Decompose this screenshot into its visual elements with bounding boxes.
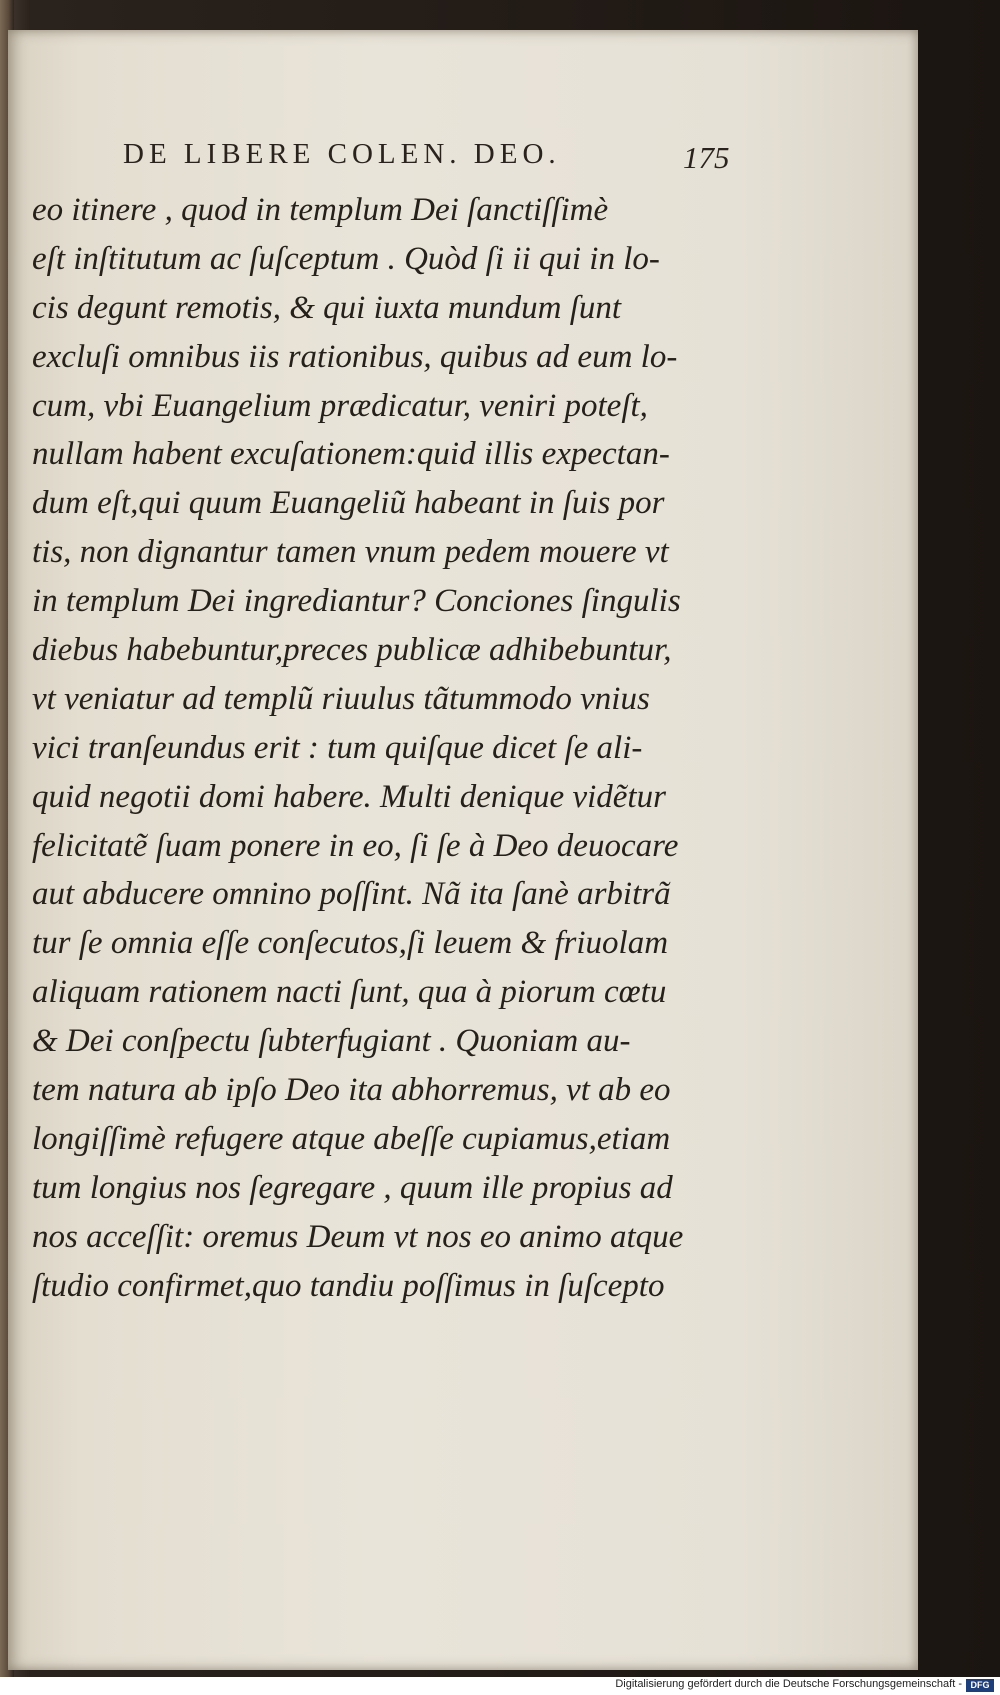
text-line: ſtudio confirmet,quo tandiu poſſimus in ſuſcepto [32,1267,665,1304]
text-line: nullam habent excuſationem:quid illis expectan- [32,436,670,473]
text-line: in templum Dei ingrediantur? Conciones ſingulis [32,583,681,620]
text-line: vt veniatur ad templũ riuulus tãtummodo vnius [32,680,650,717]
text-line: tem natura ab ipſo Deo ita abhorremus, vt ab eo [32,1072,671,1109]
funding-credit: Digitalisierung gefördert durch die Deutsche Forschungsgemeinschaft - [615,1678,962,1690]
text-line: eo itinere , quod in templum Dei ſanctiſſimè [32,192,609,228]
text-line: tis, non dignantur tamen vnum pedem mouere vt [32,534,669,571]
text-line: quid negotii domi habere. Multi denique vidẽtur [32,778,666,815]
text-line: cum, vbi Euangelium prædicatur, veniri poteſt, [32,387,648,424]
text-line: & Dei conſpectu ſubterfugiant . Quoniam au- [32,1023,631,1060]
page-number: 175 [683,140,730,175]
text-line: nos acceſſit: oremus Deum vt nos eo animo atque [32,1218,684,1255]
text-line: tur ſe omnia eſſe conſecutos,ſi leuem & friuolam [32,925,669,962]
running-head: DE LIBERE COLEN. DEO. [123,138,561,170]
text-line: tum longius nos ſegregare , quum ille propius ad [32,1169,673,1206]
text-line: diebus habebuntur,preces publicæ adhibebuntur, [32,632,672,669]
body-text [32,186,732,1310]
text-line: longiſſimè refugere atque abeſſe cupiamus,etiam [32,1120,671,1157]
book-page [8,30,918,1670]
dfg-logo: DFG [966,1679,994,1692]
text-line: eſt inſtitutum ac ſuſceptum . Quòd ſi ii qui in lo- [32,240,660,277]
text-line: aliquam rationem nacti ſunt, qua à piorum cœtu [32,974,667,1011]
text-line: dum eſt,qui quum Euangeliũ habeant in ſuis por [32,485,665,522]
text-line: excluſi omnibus iis rationibus, quibus ad eum lo- [32,338,678,375]
text-line: felicitatẽ ſuam ponere in eo, ſi ſe à Deo deuocare [32,827,679,864]
text-line: vici tranſeundus erit : tum quiſque dicet ſe ali- [32,729,643,766]
text-line: cis degunt remotis, & qui iuxta mundum ſunt [32,289,622,326]
text-line: aut abducere omnino poſſint. Nã ita ſanè arbitrã [32,876,671,913]
